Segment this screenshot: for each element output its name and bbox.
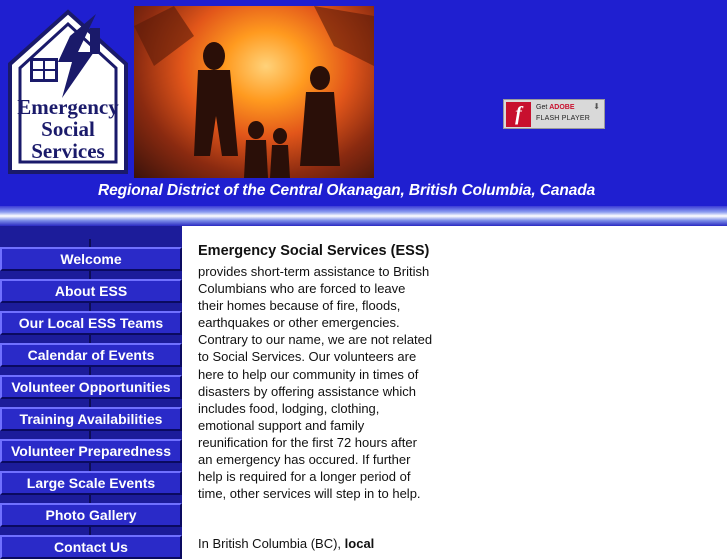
nav-training-availabilities[interactable]: Training Availabilities xyxy=(0,407,182,431)
nav-connector xyxy=(89,303,91,311)
nav-calendar-of-events[interactable]: Calendar of Events xyxy=(0,343,182,367)
ess-logo xyxy=(4,6,132,176)
content-paragraph: provides short-term assistance to British Columbians who are forced to leave their homes because of fire, floods, earthquakes or other emergencies. Contrary to our name, we are not related to Social Services. Our volunteers are here to help our community in times of disasters by offering assistance which includes food, lodging, clothing, emotional support and family reunification for the first 72 hours after an emergency has occured. If further help is required for a longer period of time, other services will step in to help. xyxy=(198,264,433,502)
flash-adobe-text: ADOBE xyxy=(549,104,575,111)
nav-connector xyxy=(89,431,91,439)
nav-contact-us[interactable]: Contact Us xyxy=(0,535,182,559)
region-title: Regional District of the Central Okanagan, British Columbia, Canada xyxy=(98,182,596,199)
nav-connector xyxy=(89,271,91,279)
get-flash-player-badge[interactable] xyxy=(503,99,605,129)
logo-line-1: Emergency xyxy=(17,95,119,119)
nav-welcome[interactable]: Welcome xyxy=(0,247,182,271)
logo-line-2: Social xyxy=(41,117,95,141)
paragraph-2-bold: local xyxy=(344,536,375,551)
nav-connector xyxy=(89,463,91,471)
nav-connector xyxy=(89,367,91,375)
flash-icon: f xyxy=(506,102,531,127)
download-arrow-icon: ⬇ xyxy=(593,102,600,111)
flash-player-text: FLASH PLAYER xyxy=(536,115,591,122)
nav-volunteer-opportunities[interactable]: Volunteer Opportunities xyxy=(0,375,182,399)
header-divider-bar xyxy=(0,206,727,226)
flash-get-text: Get xyxy=(536,104,550,111)
nav-connector xyxy=(89,527,91,535)
sidebar-nav xyxy=(0,226,182,555)
nav-connector xyxy=(89,399,91,407)
nav-large-scale-events[interactable]: Large Scale Events xyxy=(0,471,182,495)
content-paragraph-2 xyxy=(198,536,374,551)
paragraph-2-text: In British Columbia (BC), xyxy=(198,536,345,551)
nav-volunteer-preparedness[interactable]: Volunteer Preparedness xyxy=(0,439,182,463)
nav-connector xyxy=(89,335,91,343)
main-content xyxy=(198,242,434,502)
nav-connector xyxy=(89,239,91,247)
logo-line-3: Services xyxy=(31,139,105,163)
nav-local-ess-teams[interactable]: Our Local ESS Teams xyxy=(0,311,182,335)
nav-photo-gallery[interactable]: Photo Gallery xyxy=(0,503,182,527)
nav-about-ess[interactable]: About ESS xyxy=(0,279,182,303)
fire-family-image xyxy=(134,6,374,178)
content-title: Emergency Social Services (ESS) xyxy=(198,243,430,259)
site-header xyxy=(0,0,727,206)
nav-connector xyxy=(89,495,91,503)
